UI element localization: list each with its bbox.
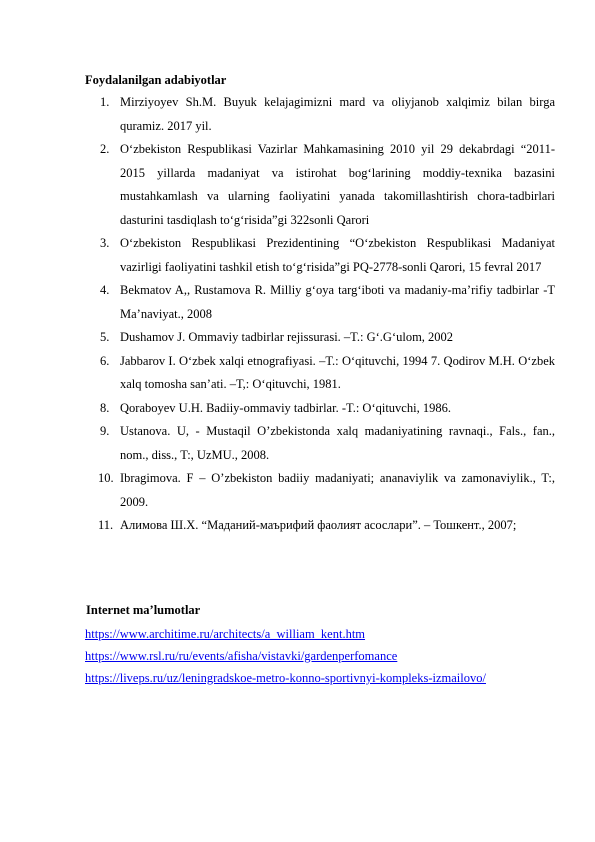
reference-link[interactable]: https://liveps.ru/uz/leningradskoe-metro-konno-sportivnyi-kompleks-izmailovo/: [85, 671, 486, 685]
reference-number: 6.: [100, 353, 110, 368]
reference-number: 9.: [100, 424, 110, 438]
reference-number: 4.: [100, 283, 110, 297]
references-heading: Foydalanilgan adabiyotlar: [85, 73, 227, 87]
reference-item: [100, 350, 555, 397]
reference-text: O‘zbekiston Respublikasi Vazirlar Mahkamasining 2010 yil 29 dekabrdagi “2011-2015 yillarda madaniyat va istirohat bog‘larining moddiy-texnika bazasini mustahkamlash va ularning faoliyatini yanada takomillashtirish chora-tadbirlari dasturini tasdiqlash to‘g‘risida”gi 322sonli Qarori: [120, 142, 555, 227]
internet-heading: Internet ma’lumotlar: [86, 603, 201, 617]
reference-text: Ibragimova. F – O’zbekiston badiiy madaniyati; ananaviylik va zamonaviylik., T:, 2009.: [120, 471, 555, 509]
reference-item: [100, 514, 555, 538]
reference-number: 10.: [98, 471, 114, 485]
reference-item: [100, 420, 555, 467]
reference-number: 2.: [100, 142, 110, 156]
reference-text: Dushamov J. Ommaviy tadbirlar rejissurasi. –T.: G‘.G‘ulom, 2002: [120, 330, 454, 344]
reference-number: 3.: [100, 236, 110, 250]
link-list: [85, 623, 486, 689]
reference-number: 8.: [100, 400, 110, 415]
reference-text: Jabbarov I. O‘zbek xalqi etnografiyasi. –T.: O‘qituvchi, 1994 7. Qodirov M.H. O‘zbek xalq tomosha san’ati. –T,: O‘qituvchi, 1981.: [120, 353, 555, 391]
reference-number: 1.: [100, 95, 110, 109]
reference-text: Bekmatov A,, Rustamova R. Milliy g‘oya targ‘iboti va madaniy-ma’rifiy tadbirlar -T Ma’naviyat., 2008: [120, 283, 555, 321]
reference-item: [100, 138, 555, 232]
reference-item: [100, 279, 555, 326]
reference-item: [100, 467, 555, 514]
reference-text: Qoraboyev U.H. Badiiy-ommaviy tadbirlar. -T.: O‘qituvchi, 1986.: [120, 400, 451, 415]
reference-link[interactable]: https://www.rsl.ru/ru/events/afisha/vistavki/gardenperfomance: [85, 649, 398, 663]
reference-link[interactable]: https://www.architime.ru/architects/a_william_kent.htm: [85, 627, 366, 641]
reference-number: 11.: [98, 518, 114, 532]
reference-text: Алимова Ш.Х. “Маданий-маърифий фаолият асослари”. – Тошкент., 2007;: [120, 518, 517, 532]
reference-item: [100, 397, 555, 421]
reference-text: Ustanova. U, - Mustaqil O’zbekistonda xalq madaniyatining ravnaqi., Fals., fan., nom., diss., T:, UzMU., 2008.: [120, 424, 555, 462]
reference-list: [100, 91, 555, 538]
reference-item: [100, 232, 555, 279]
reference-number: 5.: [100, 330, 110, 344]
reference-text: O‘zbekiston Respublikasi Prezidentining “O‘zbekiston Respublikasi Madaniyat vazirligi faoliyatini tashkil etish to‘g‘risida”gi PQ-2778-sonli Qarori, 15 fevral 2017: [120, 236, 555, 274]
reference-text: Mirziyoyev Sh.M. Buyuk kelajagimizni mard va oliyjanob xalqimiz bilan birga quramiz. 2017 yil.: [120, 95, 555, 133]
reference-item: [100, 91, 555, 138]
reference-item: [100, 326, 555, 350]
